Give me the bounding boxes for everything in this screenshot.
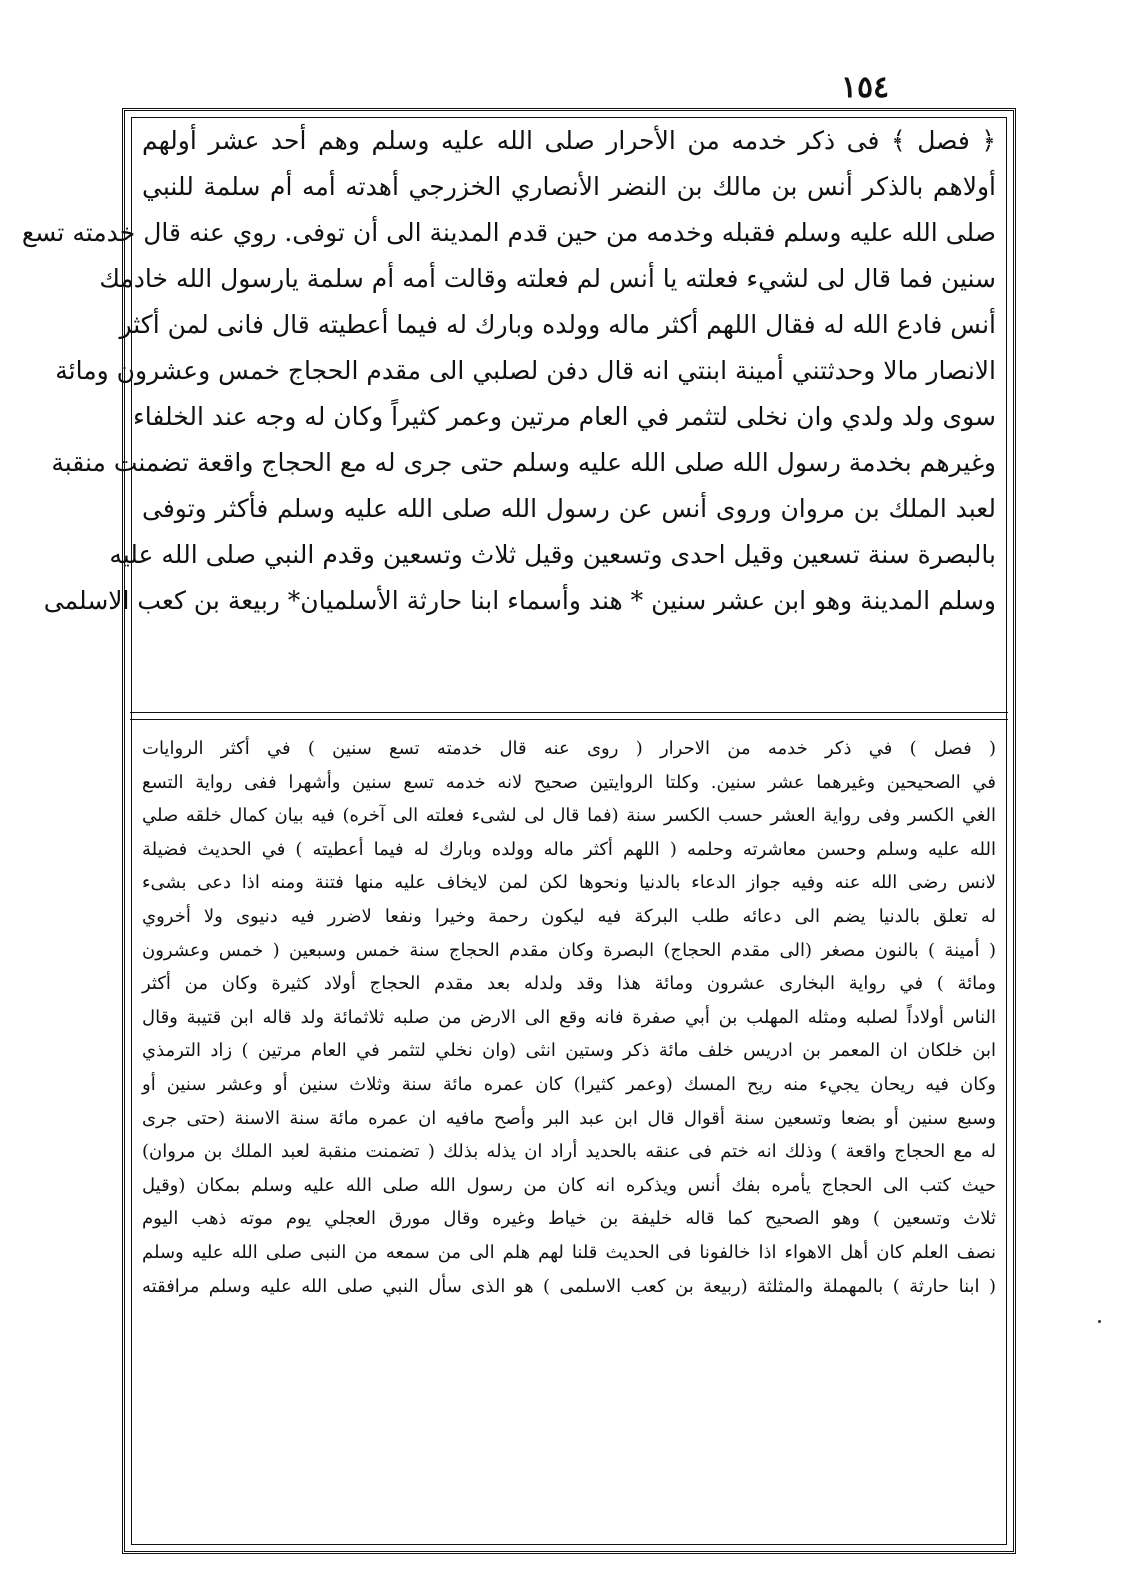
- main-text-line: سوى ولد ولدي وان نخلى لتثمر في العام مرتين وعمر كثيراً وكان له وجه عند الخلفاء: [132, 402, 996, 431]
- main-text: [21, 118, 996, 624]
- commentary-line: وكان فيه ريحان يجيء منه ريح المسك (وعمر كثيرا) كان عمره مائة سنة وثلاث سنين أو وعشر سنين أو: [142, 1073, 996, 1095]
- commentary-line: في الصحيحين وغيرهما عشر سنين. وكلتا الروايتين صحيح لانه خدمه تسع سنين وأشهرا ففى رواية التسع: [142, 771, 996, 793]
- commentary-line: ( فصل ) في ذكر خدمه من الاحرار ( روى عنه قال خدمته تسع سنين ) في أكثر الروايات: [142, 738, 996, 759]
- main-text-line: وغيرهم بخدمة رسول الله صلى الله عليه وسلم حتى جرى له مع الحجاج واقعة تضمنت منقبة: [51, 448, 996, 477]
- main-text-line: أنس فادع الله له فقال اللهم أكثر ماله وولده وبارك له فيما أعطيته قال فانى لمن أكثر: [119, 310, 996, 339]
- commentary-line: ومائة ) في رواية البخارى عشرون ومائة هذا وقد ولدله بعد مقدم الحجاج أولاد كثيرة وكان من أكثر: [142, 973, 996, 995]
- main-text-line: بالبصرة سنة تسعين وقيل احدى وتسعين وقيل ثلاث وتسعين وقدم النبي صلى الله عليه: [109, 540, 996, 569]
- page-number: ١٥٤: [840, 70, 890, 105]
- commentary-line: الناس أولاداً لصلبه ومثله المهلب بن أبي صفرة فانه وقع الى الارض من صلبه ثلاثمائة ولد قاله ابن قتيبة وقال: [142, 1006, 996, 1028]
- main-text-line: ﴿ فصل ﴾ فى ذكر خدمه من الأحرار صلى الله عليه وسلم وهم أحد عشر أولهم: [142, 126, 996, 155]
- commentary-text: [142, 732, 996, 1303]
- main-text-line: صلى الله عليه وسلم فقبله وخدمه من حين قدم المدينة الى أن توفى. روي عنه قال خدمته تسع: [21, 218, 996, 247]
- main-text-line: سنين فما قال لى لشيء فعلته يا أنس لم فعلته وقالت أمه أم سلمة يارسول الله خادمك: [99, 264, 996, 293]
- commentary-line: وسبع سنين أو بضعا وتسعين سنة أقوال قال ابن عبد البر وأصح مافيه ان عمره مائة سنة الاسنة (حتى جرى: [142, 1107, 996, 1129]
- commentary-line: ابن خلكان ان المعمر بن ادريس خلف مائة ذكر وستين انثى (وان نخلي لتثمر في العام مرتين ) زاد الترمذي: [142, 1040, 996, 1062]
- main-text-line: وسلم المدينة وهو ابن عشر سنين * هند وأسماء ابنا حارثة الأسلميان* ربيعة بن كعب الاسلمى: [43, 586, 996, 615]
- commentary-line: ( أمينة ) بالنون مصغر (الى مقدم الحجاج) البصرة وكان مقدم الحجاج سنة خمس وسبعين ( خمس وعشرون: [142, 939, 996, 961]
- commentary-line: له مع الحجاج واقعة ) وذلك انه ختم فى عنقه بالحديد أراد ان يذله بذلك ( تضمنت منقبة لعبد الملك بن مروان): [142, 1141, 996, 1163]
- main-text-line: أولاهم بالذكر أنس بن مالك بن النضر الأنصاري الخزرجي أهدته أمه أم سلمة للنبي: [142, 172, 996, 201]
- commentary-line: لانس رضى الله عنه وفيه جواز الدعاء بالدنيا ونحوها لكن لمن لايخاف عليه منها فتنة ومنه اذا دعى بشىء: [142, 872, 996, 894]
- scan-speck: [1098, 1320, 1101, 1323]
- commentary-line: نصف العلم كان أهل الاهواء اذا خالفونا فى الحديث قلنا لهم هلم الى من سمعه من النبى صلى الله عليه وسلم: [142, 1241, 996, 1263]
- commentary-line: الغي الكسر وفى رواية العشر حسب الكسر سنة (فما قال لى لشىء فعلته الى آخره) فيه بيان كمال خلقه صلي: [142, 805, 996, 827]
- commentary-line: الله عليه وسلم وحسن معاشرته وحلمه ( اللهم أكثر ماله وولده وبارك له فيما أعطيته ) في الحديث فضيلة: [142, 838, 996, 860]
- main-text-line: الانصار مالا وحدثتني أمينة ابنتي انه قال دفن لصلبي الى مقدم الحجاج خمس وعشرون ومائة: [55, 356, 996, 385]
- section-divider: [130, 712, 1008, 720]
- main-text-line: لعبد الملك بن مروان وروى أنس عن رسول الله صلى الله عليه وسلم فأكثر وتوفى: [142, 494, 996, 523]
- commentary-line: حيث كتب الى الحجاج يأمره بفك أنس ويذكره انه كان من رسول الله صلى الله عليه وسلم بمكان (وقيل: [142, 1174, 996, 1196]
- commentary-line: له تعلق بالدنيا يضم الى دعائه طلب البركة فيه ليكون رحمة وخيرا ونفعا لاضرر فيه دنيوى ولا أخروي: [142, 905, 996, 927]
- commentary-line: ( ابنا حارثة ) بالمهملة والمثلثة (ربيعة بن كعب الاسلمى ) هو الذى سأل النبي صلى الله عليه وسلم مرافقته: [142, 1275, 997, 1297]
- commentary-line: ثلاث وتسعين ) وهو الصحيح كما قاله خليفة بن خياط وغيره وقال مورق العجلي يوم موته ذهب اليوم: [142, 1208, 996, 1230]
